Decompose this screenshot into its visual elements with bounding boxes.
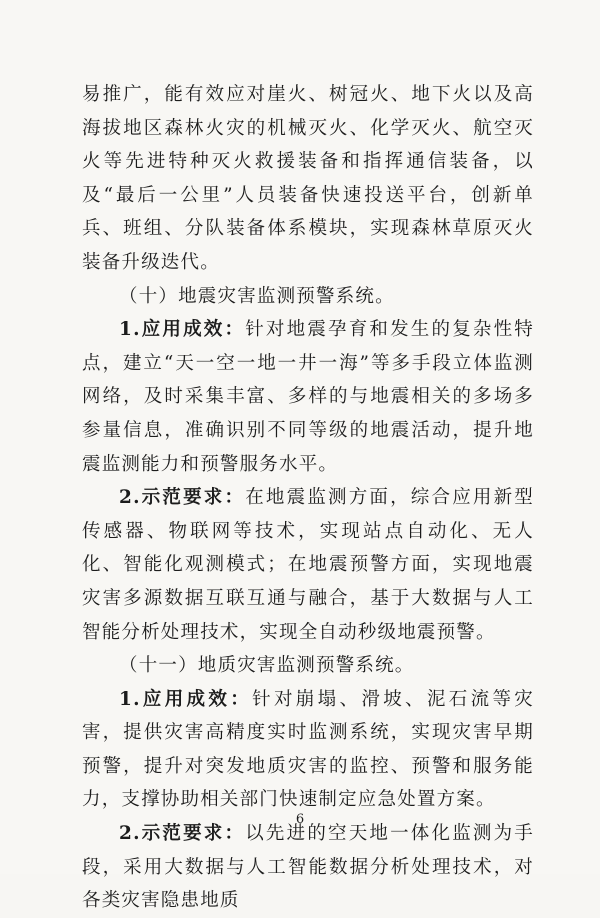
paragraph-earthquake-requirement <box>82 481 534 649</box>
paragraph-lead: 1.应用成效： <box>119 319 246 341</box>
paragraph-text: 以先进的空天地一体化监测为手段，采用大数据与人工智能数据分析处理技术，对各类灾害隐患地质 <box>82 823 534 912</box>
paragraph-text: 易推广，能有效应对崖火、树冠火、地下火以及高海拔地区森林火灾的机械灭火、化学灭火、航空灭火等先进特种灭火救援装备和指挥通信装备，以及“最后一公里”人员装备快速投送平台，创新单兵、班组、分队装备体系模块，实现森林草原灭火装备升级迭代。 <box>82 84 534 273</box>
paragraph-lead: 1.应用成效： <box>119 688 253 710</box>
section-heading-geological <box>82 649 534 683</box>
paragraph-text: 针对崩塌、滑坡、泥石流等灾害，提供灾害高精度实时监测系统，实现灾害早期预警，提升对突发地质灾害的监控、预警和服务能力，支撑协助相关部门快速制定应急处置方案。 <box>82 688 534 811</box>
paragraph-geological-requirement <box>82 817 534 918</box>
paragraph-lead: 2.示范要求： <box>119 487 246 509</box>
paragraph-text: 针对地震孕育和发生的复杂性特点，建立“天一空一地一井一海”等多手段立体监测网络，及时采集丰富、多样的与地震相关的多场多参量信息，准确识别不同等级的地震活动，提升地震监测能力和预警服务水平。 <box>82 319 534 475</box>
paragraph-geological-effect <box>82 683 534 817</box>
section-heading-earthquake <box>82 280 534 314</box>
heading-text: （十）地震灾害监测预警系统。 <box>119 285 395 307</box>
paragraph-earthquake-effect <box>82 313 534 481</box>
heading-text: （十一）地质灾害监测预警系统。 <box>119 655 415 677</box>
page-number: 6 <box>295 812 305 827</box>
paragraph-text: 在地震监测方面，综合应用新型传感器、物联网等技术，实现站点自动化、无人化、智能化观测模式；在地震预警方面，实现地震灾害多源数据互联互通与融合，基于大数据与人工智能分析处理技术，实现全自动秒级地震预警。 <box>82 487 534 643</box>
paragraph-continuation <box>82 78 534 280</box>
paragraph-lead: 2.示范要求： <box>119 823 246 845</box>
